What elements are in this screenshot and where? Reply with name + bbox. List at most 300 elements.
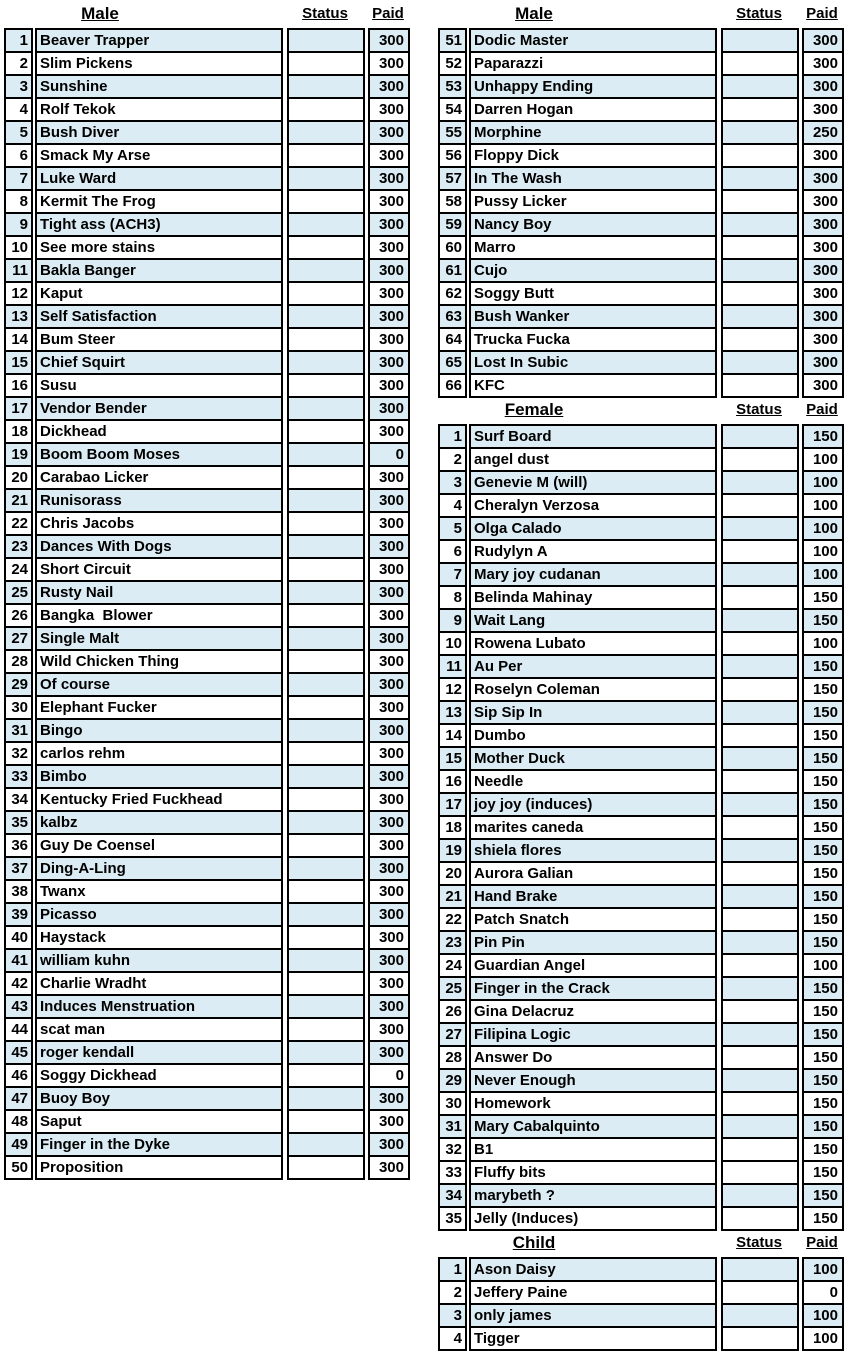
- name-cell[interactable]: scat man: [35, 1017, 283, 1042]
- paid-cell[interactable]: 100: [802, 447, 844, 472]
- status-cell[interactable]: [287, 465, 365, 490]
- paid-cell[interactable]: 300: [368, 695, 410, 720]
- name-cell[interactable]: william kuhn: [35, 948, 283, 973]
- name-cell[interactable]: Elephant Fucker: [35, 695, 283, 720]
- paid-cell[interactable]: 300: [368, 626, 410, 651]
- name-cell[interactable]: Kermit The Frog: [35, 189, 283, 214]
- status-cell[interactable]: [287, 856, 365, 881]
- status-cell[interactable]: [721, 1326, 799, 1351]
- row-number-cell[interactable]: 19: [438, 838, 467, 863]
- name-cell[interactable]: Rudylyn A: [469, 539, 717, 564]
- status-cell[interactable]: [287, 51, 365, 76]
- row-number-cell[interactable]: 12: [438, 677, 467, 702]
- status-cell[interactable]: [287, 304, 365, 329]
- status-cell[interactable]: [721, 212, 799, 237]
- paid-cell[interactable]: 300: [368, 557, 410, 582]
- name-cell[interactable]: Olga Calado: [469, 516, 717, 541]
- name-cell[interactable]: Rolf Tekok: [35, 97, 283, 122]
- paid-cell[interactable]: 150: [802, 585, 844, 610]
- status-cell[interactable]: [721, 884, 799, 909]
- name-cell[interactable]: Bangka Blower: [35, 603, 283, 628]
- status-cell[interactable]: [721, 608, 799, 633]
- status-cell[interactable]: [287, 971, 365, 996]
- row-number-cell[interactable]: 7: [438, 562, 467, 587]
- status-cell[interactable]: [721, 166, 799, 191]
- name-cell[interactable]: Hand Brake: [469, 884, 717, 909]
- row-number-cell[interactable]: 2: [4, 51, 33, 76]
- status-cell[interactable]: [287, 833, 365, 858]
- paid-cell[interactable]: 300: [802, 373, 844, 398]
- paid-cell[interactable]: 300: [802, 212, 844, 237]
- paid-cell[interactable]: 0: [368, 442, 410, 467]
- row-number-cell[interactable]: 30: [438, 1091, 467, 1116]
- row-number-cell[interactable]: 4: [438, 1326, 467, 1351]
- paid-cell[interactable]: 300: [368, 948, 410, 973]
- status-cell[interactable]: [721, 493, 799, 518]
- row-number-cell[interactable]: 66: [438, 373, 467, 398]
- name-cell[interactable]: Luke Ward: [35, 166, 283, 191]
- status-cell[interactable]: [721, 1183, 799, 1208]
- row-number-cell[interactable]: 28: [438, 1045, 467, 1070]
- status-cell[interactable]: [721, 1068, 799, 1093]
- row-number-cell[interactable]: 40: [4, 925, 33, 950]
- status-cell[interactable]: [287, 580, 365, 605]
- row-number-cell[interactable]: 25: [4, 580, 33, 605]
- name-cell[interactable]: Jelly (Induces): [469, 1206, 717, 1231]
- row-number-cell[interactable]: 60: [438, 235, 467, 260]
- row-number-cell[interactable]: 13: [438, 700, 467, 725]
- status-cell[interactable]: [287, 1063, 365, 1088]
- status-cell[interactable]: [287, 396, 365, 421]
- name-cell[interactable]: Sip Sip In: [469, 700, 717, 725]
- paid-cell[interactable]: 300: [802, 74, 844, 99]
- paid-cell[interactable]: 300: [368, 1086, 410, 1111]
- name-cell[interactable]: Fluffy bits: [469, 1160, 717, 1185]
- status-cell[interactable]: [287, 327, 365, 352]
- paid-cell[interactable]: 300: [368, 833, 410, 858]
- paid-cell[interactable]: 0: [802, 1280, 844, 1305]
- name-cell[interactable]: Soggy Dickhead: [35, 1063, 283, 1088]
- row-number-cell[interactable]: 50: [4, 1155, 33, 1180]
- row-number-cell[interactable]: 3: [438, 470, 467, 495]
- name-cell[interactable]: Chris Jacobs: [35, 511, 283, 536]
- name-cell[interactable]: Boom Boom Moses: [35, 442, 283, 467]
- row-number-cell[interactable]: 33: [4, 764, 33, 789]
- row-number-cell[interactable]: 61: [438, 258, 467, 283]
- status-cell[interactable]: [721, 470, 799, 495]
- row-number-cell[interactable]: 5: [438, 516, 467, 541]
- row-number-cell[interactable]: 19: [4, 442, 33, 467]
- paid-cell[interactable]: 300: [368, 166, 410, 191]
- status-cell[interactable]: [721, 235, 799, 260]
- row-number-cell[interactable]: 51: [438, 28, 467, 53]
- status-cell[interactable]: [721, 677, 799, 702]
- name-cell[interactable]: Ding-A-Ling: [35, 856, 283, 881]
- name-cell[interactable]: Dodic Master: [469, 28, 717, 53]
- paid-cell[interactable]: 300: [368, 879, 410, 904]
- status-cell[interactable]: [721, 930, 799, 955]
- paid-cell[interactable]: 300: [368, 1017, 410, 1042]
- name-cell[interactable]: Tigger: [469, 1326, 717, 1351]
- paid-cell[interactable]: 300: [368, 764, 410, 789]
- row-number-cell[interactable]: 27: [438, 1022, 467, 1047]
- status-cell[interactable]: [721, 258, 799, 283]
- name-cell[interactable]: Ason Daisy: [469, 1257, 717, 1282]
- paid-cell[interactable]: 150: [802, 861, 844, 886]
- row-number-cell[interactable]: 54: [438, 97, 467, 122]
- paid-cell[interactable]: 100: [802, 1303, 844, 1328]
- name-cell[interactable]: angel dust: [469, 447, 717, 472]
- status-cell[interactable]: [287, 649, 365, 674]
- paid-cell[interactable]: 150: [802, 1206, 844, 1231]
- row-number-cell[interactable]: 3: [438, 1303, 467, 1328]
- status-cell[interactable]: [721, 350, 799, 375]
- status-cell[interactable]: [287, 902, 365, 927]
- row-number-cell[interactable]: 23: [438, 930, 467, 955]
- paid-cell[interactable]: 300: [368, 281, 410, 306]
- row-number-cell[interactable]: 14: [4, 327, 33, 352]
- status-cell[interactable]: [287, 281, 365, 306]
- row-number-cell[interactable]: 21: [4, 488, 33, 513]
- name-cell[interactable]: Self Satisfaction: [35, 304, 283, 329]
- row-number-cell[interactable]: 52: [438, 51, 467, 76]
- name-cell[interactable]: Carabao Licker: [35, 465, 283, 490]
- status-cell[interactable]: [721, 562, 799, 587]
- row-number-cell[interactable]: 41: [4, 948, 33, 973]
- status-cell[interactable]: [721, 74, 799, 99]
- paid-cell[interactable]: 300: [368, 649, 410, 674]
- name-cell[interactable]: Filipina Logic: [469, 1022, 717, 1047]
- row-number-cell[interactable]: 17: [4, 396, 33, 421]
- status-cell[interactable]: [287, 534, 365, 559]
- name-cell[interactable]: See more stains: [35, 235, 283, 260]
- paid-cell[interactable]: 300: [802, 143, 844, 168]
- row-number-cell[interactable]: 13: [4, 304, 33, 329]
- name-cell[interactable]: Finger in the Dyke: [35, 1132, 283, 1157]
- name-cell[interactable]: Roselyn Coleman: [469, 677, 717, 702]
- name-cell[interactable]: Kaput: [35, 281, 283, 306]
- status-cell[interactable]: [721, 1045, 799, 1070]
- row-number-cell[interactable]: 53: [438, 74, 467, 99]
- status-cell[interactable]: [721, 861, 799, 886]
- status-cell[interactable]: [721, 723, 799, 748]
- status-cell[interactable]: [721, 373, 799, 398]
- row-number-cell[interactable]: 9: [438, 608, 467, 633]
- name-cell[interactable]: In The Wash: [469, 166, 717, 191]
- paid-cell[interactable]: 150: [802, 999, 844, 1024]
- status-cell[interactable]: [721, 838, 799, 863]
- status-cell[interactable]: [721, 1206, 799, 1231]
- status-cell[interactable]: [721, 447, 799, 472]
- name-cell[interactable]: Homework: [469, 1091, 717, 1116]
- status-cell[interactable]: [287, 1040, 365, 1065]
- paid-cell[interactable]: 300: [368, 1155, 410, 1180]
- row-number-cell[interactable]: 2: [438, 447, 467, 472]
- status-cell[interactable]: [721, 792, 799, 817]
- paid-cell[interactable]: 150: [802, 424, 844, 449]
- name-cell[interactable]: Darren Hogan: [469, 97, 717, 122]
- row-number-cell[interactable]: 56: [438, 143, 467, 168]
- name-cell[interactable]: Bingo: [35, 718, 283, 743]
- name-cell[interactable]: Guy De Coensel: [35, 833, 283, 858]
- name-cell[interactable]: carlos rehm: [35, 741, 283, 766]
- paid-cell[interactable]: 100: [802, 953, 844, 978]
- name-cell[interactable]: Charlie Wradht: [35, 971, 283, 996]
- status-cell[interactable]: [287, 741, 365, 766]
- name-cell[interactable]: Answer Do: [469, 1045, 717, 1070]
- name-cell[interactable]: Mary joy cudanan: [469, 562, 717, 587]
- row-number-cell[interactable]: 48: [4, 1109, 33, 1134]
- name-cell[interactable]: Bush Wanker: [469, 304, 717, 329]
- name-cell[interactable]: Soggy Butt: [469, 281, 717, 306]
- status-cell[interactable]: [721, 304, 799, 329]
- paid-cell[interactable]: 100: [802, 539, 844, 564]
- name-cell[interactable]: Paparazzi: [469, 51, 717, 76]
- status-cell[interactable]: [721, 143, 799, 168]
- status-cell[interactable]: [721, 999, 799, 1024]
- status-cell[interactable]: [721, 539, 799, 564]
- status-cell[interactable]: [721, 631, 799, 656]
- row-number-cell[interactable]: 42: [4, 971, 33, 996]
- row-number-cell[interactable]: 7: [4, 166, 33, 191]
- row-number-cell[interactable]: 65: [438, 350, 467, 375]
- name-cell[interactable]: Wild Chicken Thing: [35, 649, 283, 674]
- status-cell[interactable]: [287, 143, 365, 168]
- row-number-cell[interactable]: 9: [4, 212, 33, 237]
- row-number-cell[interactable]: 15: [4, 350, 33, 375]
- row-number-cell[interactable]: 46: [4, 1063, 33, 1088]
- name-cell[interactable]: Vendor Bender: [35, 396, 283, 421]
- paid-cell[interactable]: 300: [802, 166, 844, 191]
- status-cell[interactable]: [721, 769, 799, 794]
- status-cell[interactable]: [721, 189, 799, 214]
- paid-cell[interactable]: 300: [368, 327, 410, 352]
- status-cell[interactable]: [287, 603, 365, 628]
- paid-cell[interactable]: 300: [802, 350, 844, 375]
- paid-cell[interactable]: 300: [802, 28, 844, 53]
- paid-cell[interactable]: 150: [802, 608, 844, 633]
- paid-cell[interactable]: 300: [802, 51, 844, 76]
- row-number-cell[interactable]: 18: [438, 815, 467, 840]
- row-number-cell[interactable]: 36: [4, 833, 33, 858]
- name-cell[interactable]: Unhappy Ending: [469, 74, 717, 99]
- paid-cell[interactable]: 150: [802, 930, 844, 955]
- name-cell[interactable]: Bakla Banger: [35, 258, 283, 283]
- status-cell[interactable]: [287, 120, 365, 145]
- status-cell[interactable]: [721, 120, 799, 145]
- name-cell[interactable]: Aurora Galian: [469, 861, 717, 886]
- status-cell[interactable]: [287, 626, 365, 651]
- row-number-cell[interactable]: 45: [4, 1040, 33, 1065]
- name-cell[interactable]: B1: [469, 1137, 717, 1162]
- row-number-cell[interactable]: 20: [438, 861, 467, 886]
- name-cell[interactable]: marybeth ?: [469, 1183, 717, 1208]
- name-cell[interactable]: Rusty Nail: [35, 580, 283, 605]
- status-cell[interactable]: [287, 764, 365, 789]
- name-cell[interactable]: Jeffery Paine: [469, 1280, 717, 1305]
- status-cell[interactable]: [721, 1091, 799, 1116]
- status-cell[interactable]: [721, 907, 799, 932]
- status-cell[interactable]: [721, 1137, 799, 1162]
- status-cell[interactable]: [287, 810, 365, 835]
- status-cell[interactable]: [721, 746, 799, 771]
- name-cell[interactable]: Lost In Subic: [469, 350, 717, 375]
- row-number-cell[interactable]: 12: [4, 281, 33, 306]
- name-cell[interactable]: Bum Steer: [35, 327, 283, 352]
- name-cell[interactable]: Finger in the Crack: [469, 976, 717, 1001]
- name-cell[interactable]: Saput: [35, 1109, 283, 1134]
- row-number-cell[interactable]: 2: [438, 1280, 467, 1305]
- paid-cell[interactable]: 150: [802, 1114, 844, 1139]
- paid-cell[interactable]: 150: [802, 769, 844, 794]
- row-number-cell[interactable]: 15: [438, 746, 467, 771]
- status-cell[interactable]: [721, 1280, 799, 1305]
- name-cell[interactable]: Haystack: [35, 925, 283, 950]
- paid-cell[interactable]: 300: [368, 488, 410, 513]
- row-number-cell[interactable]: 29: [4, 672, 33, 697]
- row-number-cell[interactable]: 24: [438, 953, 467, 978]
- paid-cell[interactable]: 150: [802, 1183, 844, 1208]
- status-cell[interactable]: [721, 516, 799, 541]
- row-number-cell[interactable]: 4: [438, 493, 467, 518]
- row-number-cell[interactable]: 20: [4, 465, 33, 490]
- row-number-cell[interactable]: 62: [438, 281, 467, 306]
- paid-cell[interactable]: 150: [802, 976, 844, 1001]
- row-number-cell[interactable]: 38: [4, 879, 33, 904]
- status-cell[interactable]: [287, 350, 365, 375]
- status-cell[interactable]: [287, 695, 365, 720]
- paid-cell[interactable]: 150: [802, 1022, 844, 1047]
- paid-cell[interactable]: 300: [368, 304, 410, 329]
- name-cell[interactable]: Pussy Licker: [469, 189, 717, 214]
- row-number-cell[interactable]: 58: [438, 189, 467, 214]
- paid-cell[interactable]: 150: [802, 1137, 844, 1162]
- name-cell[interactable]: Never Enough: [469, 1068, 717, 1093]
- status-cell[interactable]: [721, 281, 799, 306]
- status-cell[interactable]: [287, 1132, 365, 1157]
- paid-cell[interactable]: 300: [368, 1109, 410, 1134]
- status-cell[interactable]: [721, 51, 799, 76]
- name-cell[interactable]: Tight ass (ACH3): [35, 212, 283, 237]
- paid-cell[interactable]: 300: [368, 465, 410, 490]
- name-cell[interactable]: Marro: [469, 235, 717, 260]
- status-cell[interactable]: [287, 557, 365, 582]
- row-number-cell[interactable]: 4: [4, 97, 33, 122]
- name-cell[interactable]: roger kendall: [35, 1040, 283, 1065]
- paid-cell[interactable]: 150: [802, 838, 844, 863]
- paid-cell[interactable]: 300: [368, 971, 410, 996]
- status-cell[interactable]: [287, 1017, 365, 1042]
- row-number-cell[interactable]: 32: [4, 741, 33, 766]
- status-cell[interactable]: [721, 327, 799, 352]
- paid-cell[interactable]: 300: [368, 1132, 410, 1157]
- row-number-cell[interactable]: 37: [4, 856, 33, 881]
- row-number-cell[interactable]: 10: [4, 235, 33, 260]
- row-number-cell[interactable]: 16: [438, 769, 467, 794]
- status-cell[interactable]: [721, 1257, 799, 1282]
- paid-cell[interactable]: 300: [368, 1040, 410, 1065]
- row-number-cell[interactable]: 32: [438, 1137, 467, 1162]
- name-cell[interactable]: Smack My Arse: [35, 143, 283, 168]
- name-cell[interactable]: Chief Squirt: [35, 350, 283, 375]
- paid-cell[interactable]: 150: [802, 792, 844, 817]
- name-cell[interactable]: Rowena Lubato: [469, 631, 717, 656]
- paid-cell[interactable]: 300: [368, 396, 410, 421]
- paid-cell[interactable]: 300: [802, 327, 844, 352]
- name-cell[interactable]: Floppy Dick: [469, 143, 717, 168]
- row-number-cell[interactable]: 34: [438, 1183, 467, 1208]
- name-cell[interactable]: Short Circuit: [35, 557, 283, 582]
- status-cell[interactable]: [287, 787, 365, 812]
- paid-cell[interactable]: 300: [368, 51, 410, 76]
- paid-cell[interactable]: 300: [368, 189, 410, 214]
- status-cell[interactable]: [287, 1086, 365, 1111]
- row-number-cell[interactable]: 57: [438, 166, 467, 191]
- name-cell[interactable]: Gina Delacruz: [469, 999, 717, 1024]
- name-cell[interactable]: Picasso: [35, 902, 283, 927]
- paid-cell[interactable]: 300: [368, 741, 410, 766]
- row-number-cell[interactable]: 43: [4, 994, 33, 1019]
- paid-cell[interactable]: 300: [368, 212, 410, 237]
- row-number-cell[interactable]: 21: [438, 884, 467, 909]
- paid-cell[interactable]: 300: [802, 97, 844, 122]
- row-number-cell[interactable]: 47: [4, 1086, 33, 1111]
- row-number-cell[interactable]: 34: [4, 787, 33, 812]
- status-cell[interactable]: [721, 585, 799, 610]
- name-cell[interactable]: Proposition: [35, 1155, 283, 1180]
- paid-cell[interactable]: 300: [368, 511, 410, 536]
- paid-cell[interactable]: 100: [802, 1326, 844, 1351]
- paid-cell[interactable]: 300: [368, 718, 410, 743]
- row-number-cell[interactable]: 14: [438, 723, 467, 748]
- row-number-cell[interactable]: 28: [4, 649, 33, 674]
- name-cell[interactable]: Slim Pickens: [35, 51, 283, 76]
- paid-cell[interactable]: 300: [802, 235, 844, 260]
- row-number-cell[interactable]: 17: [438, 792, 467, 817]
- name-cell[interactable]: Patch Snatch: [469, 907, 717, 932]
- paid-cell[interactable]: 0: [368, 1063, 410, 1088]
- paid-cell[interactable]: 300: [368, 925, 410, 950]
- paid-cell[interactable]: 150: [802, 1091, 844, 1116]
- row-number-cell[interactable]: 1: [438, 1257, 467, 1282]
- paid-cell[interactable]: 300: [368, 580, 410, 605]
- name-cell[interactable]: Surf Board: [469, 424, 717, 449]
- row-number-cell[interactable]: 23: [4, 534, 33, 559]
- status-cell[interactable]: [721, 1114, 799, 1139]
- row-number-cell[interactable]: 6: [4, 143, 33, 168]
- name-cell[interactable]: Buoy Boy: [35, 1086, 283, 1111]
- paid-cell[interactable]: 100: [802, 493, 844, 518]
- status-cell[interactable]: [287, 879, 365, 904]
- status-cell[interactable]: [721, 815, 799, 840]
- status-cell[interactable]: [287, 994, 365, 1019]
- name-cell[interactable]: Pin Pin: [469, 930, 717, 955]
- paid-cell[interactable]: 300: [368, 28, 410, 53]
- paid-cell[interactable]: 150: [802, 907, 844, 932]
- row-number-cell[interactable]: 27: [4, 626, 33, 651]
- name-cell[interactable]: marites caneda: [469, 815, 717, 840]
- status-cell[interactable]: [287, 373, 365, 398]
- row-number-cell[interactable]: 59: [438, 212, 467, 237]
- paid-cell[interactable]: 300: [368, 856, 410, 881]
- paid-cell[interactable]: 150: [802, 1045, 844, 1070]
- row-number-cell[interactable]: 16: [4, 373, 33, 398]
- status-cell[interactable]: [721, 976, 799, 1001]
- paid-cell[interactable]: 100: [802, 631, 844, 656]
- status-cell[interactable]: [721, 1022, 799, 1047]
- row-number-cell[interactable]: 10: [438, 631, 467, 656]
- name-cell[interactable]: Induces Menstruation: [35, 994, 283, 1019]
